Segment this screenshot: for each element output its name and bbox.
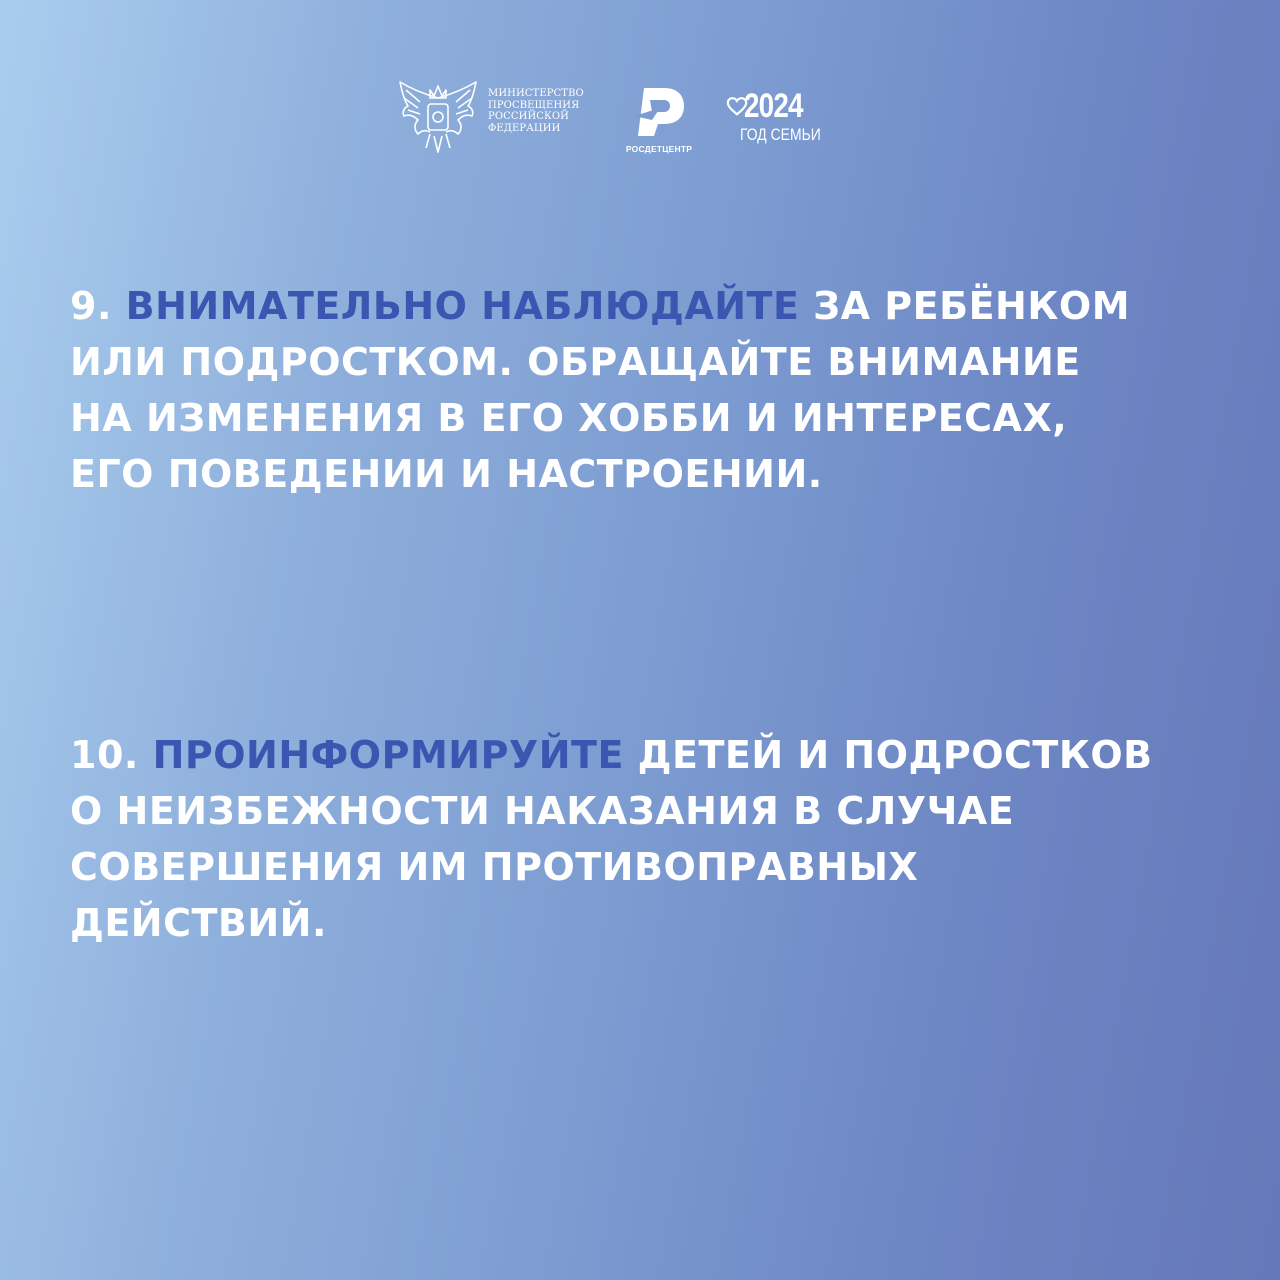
tip-line: НА ИЗМЕНЕНИЯ В ЕГО ХОББИ И ИНТЕРЕСАХ, [70, 396, 1068, 440]
rosdetcenter-label: РОСДЕТЦЕНТР [625, 144, 693, 154]
tip-line: ДЕЙСТВИЙ. [70, 901, 327, 945]
family-year: 2024 [744, 87, 803, 125]
tip-line: ИЛИ ПОДРОСТКОМ. ОБРАЩАЙТЕ ВНИМАНИЕ [70, 340, 1081, 384]
rosdetcenter-logo [614, 82, 704, 160]
ministry-name-line: ФЕДЕРАЦИИ [488, 122, 561, 134]
tip-number: 10. [70, 733, 139, 777]
partner-logos [392, 78, 832, 160]
russian-eagle-emblem-icon [394, 78, 482, 156]
tip-line-rest: ЗА РЕБЁНКОМ [813, 284, 1131, 328]
tip-line-rest: ДЕТЕЙ И ПОДРОСТКОВ [637, 733, 1153, 777]
ministry-name-line: РОССИЙСКОЙ [488, 111, 569, 122]
tip-line: ЕГО ПОВЕДЕНИИ И НАСТРОЕНИИ. [70, 452, 823, 496]
tip-line [70, 278, 1260, 334]
tip-9 [70, 278, 1260, 502]
rosdetcenter-logo-icon [630, 82, 688, 140]
tip-highlight: ВНИМАТЕЛЬНО НАБЛЮДАЙТЕ [125, 284, 800, 328]
ministry-name-line: ПРОСВЕЩЕНИЯ [488, 99, 580, 111]
tip-number: 9. [70, 284, 112, 328]
family-year-label: ГОД СЕМЬИ [740, 125, 821, 144]
year-of-family-logo [726, 88, 826, 158]
tip-line: О НЕИЗБЕЖНОСТИ НАКАЗАНИЯ В СЛУЧАЕ [70, 789, 1015, 833]
tip-10 [70, 727, 1260, 951]
tip-highlight: ПРОИНФОРМИРУЙТЕ [152, 733, 624, 777]
ministry-name [488, 88, 598, 134]
ministry-logo [392, 78, 592, 160]
tip-line: СОВЕРШЕНИЯ ИМ ПРОТИВОПРАВНЫХ [70, 845, 919, 889]
ministry-name-line: МИНИСТЕРСТВО [488, 88, 584, 99]
tip-line [70, 727, 1260, 783]
